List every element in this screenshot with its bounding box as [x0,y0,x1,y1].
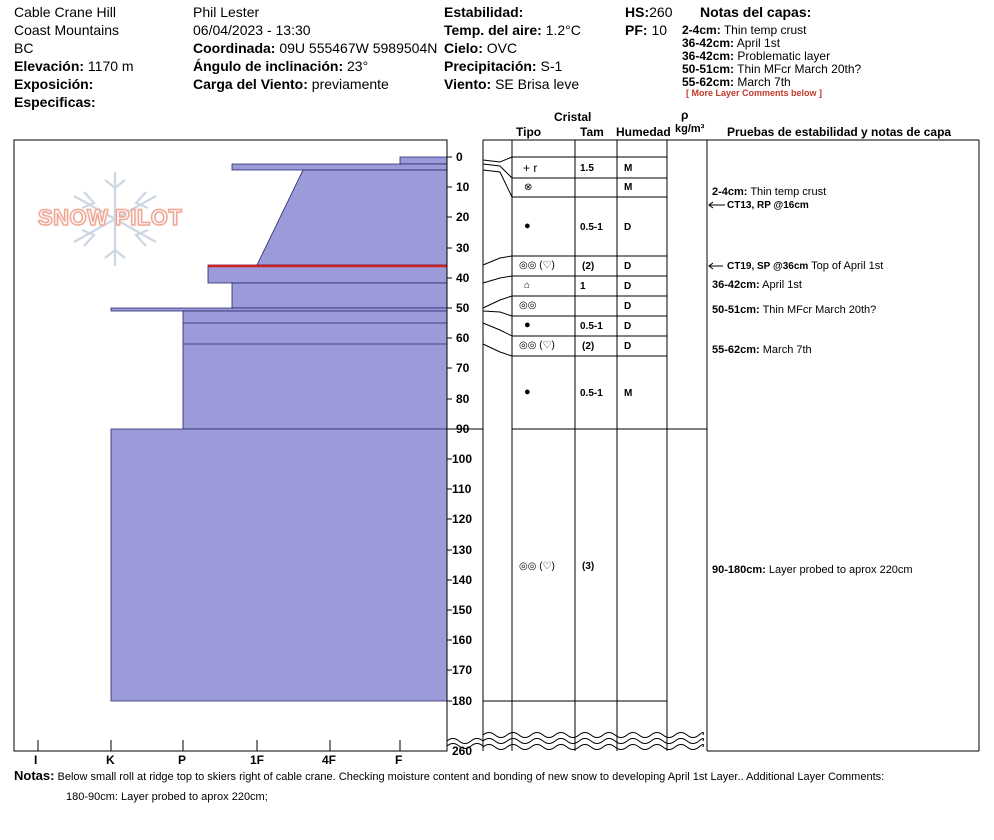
notes-section [14,766,989,807]
wind-load-value: previamente [311,76,389,92]
hardness-profile [111,157,447,701]
moisture: D [624,321,632,332]
coord-value: 09U 555467W 5989504N [279,40,438,56]
layer-comment: 55-62cm: March 7th [712,344,812,356]
profile-layer [257,170,447,265]
hardness-ticks [38,740,400,751]
layer-comment: 36-42cm: April 1st [712,279,802,291]
pf-value: 10 [651,22,668,38]
profile-layer [111,429,447,701]
layer-note: 55-62cm: March 7th [682,75,791,89]
notes-label: Notas: [14,768,55,783]
notes-text: Below small roll at ridge top to skiers right of cable crane. Checking moisture content and bonding of new snow to developing April 1st Layer.. Additional Layer Comments: [57,771,885,783]
layer-table [483,140,979,751]
moisture: D [624,281,632,292]
grain-size: (3) [582,561,595,572]
grain-type: + r [523,161,538,175]
depth-label: 180 [452,694,473,708]
elevation-label: Elevación: [14,58,85,74]
range-name: Coast Mountains [14,22,120,38]
depth-label: 20 [456,210,470,224]
wind-label: Viento: [444,76,492,92]
profile-layer [232,283,447,308]
grain-size: 0.5-1 [580,321,603,332]
moisture: M [624,388,633,399]
moisture: M [624,182,633,193]
precip-label: Precipitación: [444,58,537,74]
layer-comment: 50-51cm: Thin MFcr March 20th? [712,304,877,316]
depth-label: 10 [456,180,470,194]
aspect-label: Exposición: [14,76,94,92]
layer-comment: 90-180cm: Layer probed to aprox 220cm [712,564,913,576]
stability-label: Estabilidad: [444,4,524,20]
wind-value: SE Brisa leve [495,76,580,92]
hardness-label: 1F [250,753,265,767]
hardness-label: I [34,753,38,767]
grain-type: ◎◎ (♡) [519,561,555,572]
depth-label: 130 [452,543,473,557]
sky-value: OVC [486,40,518,56]
col-cristal: Cristal [554,110,592,124]
depth-label: 40 [456,271,470,285]
datetime: 06/04/2023 - 13:30 [193,22,311,38]
depth-label: 110 [452,482,472,496]
depth-label: 50 [456,301,470,315]
col-tests: Pruebas de estabilidad y notas de capa [727,125,952,139]
moisture: D [624,341,632,352]
depth-label: 170 [452,663,473,677]
depth-label: 120 [452,512,473,526]
profile-layer [183,311,447,429]
col-humedad: Humedad [616,125,671,139]
depth-label: 60 [456,331,470,345]
test-result: CT13, RP @16cm [727,200,809,211]
region-name: BC [14,40,34,56]
layer-comment: 2-4cm: Thin temp crust [712,186,827,198]
pf-label: PF: [625,22,648,38]
hardness-label: K [106,753,115,767]
grain-type: ◎◎ [519,300,537,311]
notes-line-2: 180-90cm: Layer probed to aprox 220cm; [66,791,268,803]
hardness-label: F [395,753,403,767]
layer-note: 2-4cm: Thin temp crust [682,23,807,37]
slope-label: Ángulo de inclinación: [193,58,344,74]
depth-label: 140 [452,573,473,587]
grain-size: 0.5-1 [580,222,603,233]
profile-layer [208,265,447,283]
depth-label: 80 [456,392,470,406]
hs-value: 260 [649,4,673,20]
notes-line [14,766,989,787]
specific-label: Especificas: [14,94,96,110]
profile-layer [232,164,447,170]
depth-label: 90 [456,422,470,436]
hardness-label: 4F [322,753,337,767]
moisture: D [624,222,632,233]
grain-type: ◎◎ (♡) [519,340,555,351]
col-tam: Tam [580,125,604,139]
depth-label: 0 [456,150,463,164]
layer-note: 36-42cm: Problematic layer [682,49,831,63]
location-name: Cable Crane Hill [14,4,116,20]
grain-size: (2) [582,341,595,352]
grain-type: ● [524,386,531,398]
hardness-label: P [178,753,187,767]
grain-type: ● [524,319,531,331]
depth-label: 260 [452,744,473,758]
airtemp-value: 1.2°C [545,22,581,38]
moisture: M [624,163,633,174]
col-tipo: Tipo [516,125,542,139]
grain-type: ● [524,220,531,232]
elevation-value: 1170 m [87,58,134,74]
airtemp-label: Temp. del aire: [444,22,542,38]
coord-label: Coordinada: [193,40,276,56]
grain-type: ◎◎ (♡) [519,260,555,271]
depth-label: 160 [452,633,473,647]
sky-label: Cielo: [444,40,483,56]
grain-size: 1 [580,281,586,292]
depth-label: 70 [456,361,470,375]
col-rho: ρ [681,108,689,122]
observer: Phil Lester [193,4,260,20]
depth-label: 150 [452,603,473,617]
grain-size: 0.5-1 [580,388,603,399]
depth-label: 30 [456,241,470,255]
precip-value: S-1 [540,58,563,74]
grain-size: 1.5 [580,163,594,174]
wind-load-label: Carga del Viento: [193,76,308,92]
depth-label: 100 [452,452,473,466]
snowpilot-logo-text: SNOW PILOT [38,205,183,230]
moisture: D [624,261,632,272]
comment-arrows [709,202,725,269]
layer-notes-title: Notas del capas: [700,4,812,20]
moisture: D [624,301,632,312]
layer-note: 50-51cm: Thin MFcr March 20th? [682,62,862,76]
layer-note: 36-42cm: April 1st [682,36,781,50]
profile-layer [111,308,447,311]
slope-value: 23° [347,58,369,74]
test-result: CT19, SP @36cm Top of April 1st [727,260,884,272]
grain-type: ⌂ [524,280,531,291]
grain-type: ⊗ [524,182,533,193]
profile-layer [400,157,447,164]
more-comments-link[interactable]: [ More Layer Comments below ] [686,88,823,98]
grain-size: (2) [582,261,595,272]
hs-label: HS: [625,4,650,20]
col-density-unit: kg/m³ [675,123,705,135]
